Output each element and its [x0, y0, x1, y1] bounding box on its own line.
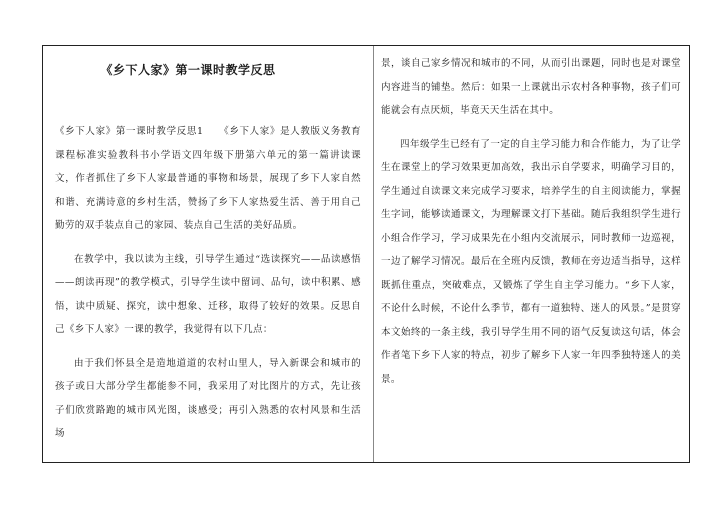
column-divider	[373, 46, 374, 462]
document-frame	[42, 45, 690, 463]
paragraph: 《乡下人家》第一课时教学反思1 《乡下人家》是人教版义务教育课程标准实验教科书小学语文四年级下册第六单元的第一篇讲读课文，作者抓住了乡下人家最普通的事物和场景，展现了乡下人家自然和谐、充满诗意的乡村生活，赞扬了乡下人家热爱生活、善于用自己勤劳的双手装点自己的家园、装点自己生活的美好品质。	[55, 126, 361, 231]
left-column	[55, 46, 361, 462]
paragraph: 景，谈自己家乡情况和城市的不同，从而引出课题，同时也是对课堂内容进当的铺垫。然后：如果一上课就出示农村各种事物，孩子们可能就会有点厌烦，毕竟天天生活在其中。	[381, 58, 681, 116]
paragraph: 在教学中，我以读为主线，引导学生通过“选读探究——品读感悟——朗读再现”的教学模式，引导学生读中留词、品句，读中积累、感悟，读中质疑、探究，读中想象、迁移，取得了较好的效果。反思自己《乡下人家》一课的教学，我觉得有以下几点：	[55, 253, 361, 335]
right-column	[381, 46, 681, 462]
document-title: 《乡下人家》第一课时教学反思	[100, 63, 276, 77]
paragraph: 四年级学生已经有了一定的自主学习能力和合作能力，为了让学生在课堂上的学习效果更加高效，我出示自学要求，明确学习目的，学生通过自读课文来完成学习要求，培养学生的自主阅读能力，掌握生字词，能够读通课文，为理解课文打下基础。随后我组织学生进行小组合作学习，学习成果先在小组内交流展示，同时教师一边巡视，一边了解学习情况。最后在全班内反馈，教师在旁边适当指导，这样既抓住重点，突破难点，又锻炼了学生自主学习能力。“乡下人家，不论什么时候，不论什么季节，都有一道独特、迷人的风景。”是贯穿本文始终的一条主线，我引导学生用不同的语气反复读这句话，体会作者笔下乡下人家的特点，初步了解乡下人家一年四季独特迷人的美景。	[381, 138, 681, 385]
paragraph: 由于我们怀县全是造地道道的农村山里人，导入新课会和城市的孩子或日大部分学生都能参不同，我采用了对比图片的方式，先让孩子们欣赏路跑的城市风光图，谈感受；再引入熟悉的农村风景和生活场	[55, 357, 361, 439]
